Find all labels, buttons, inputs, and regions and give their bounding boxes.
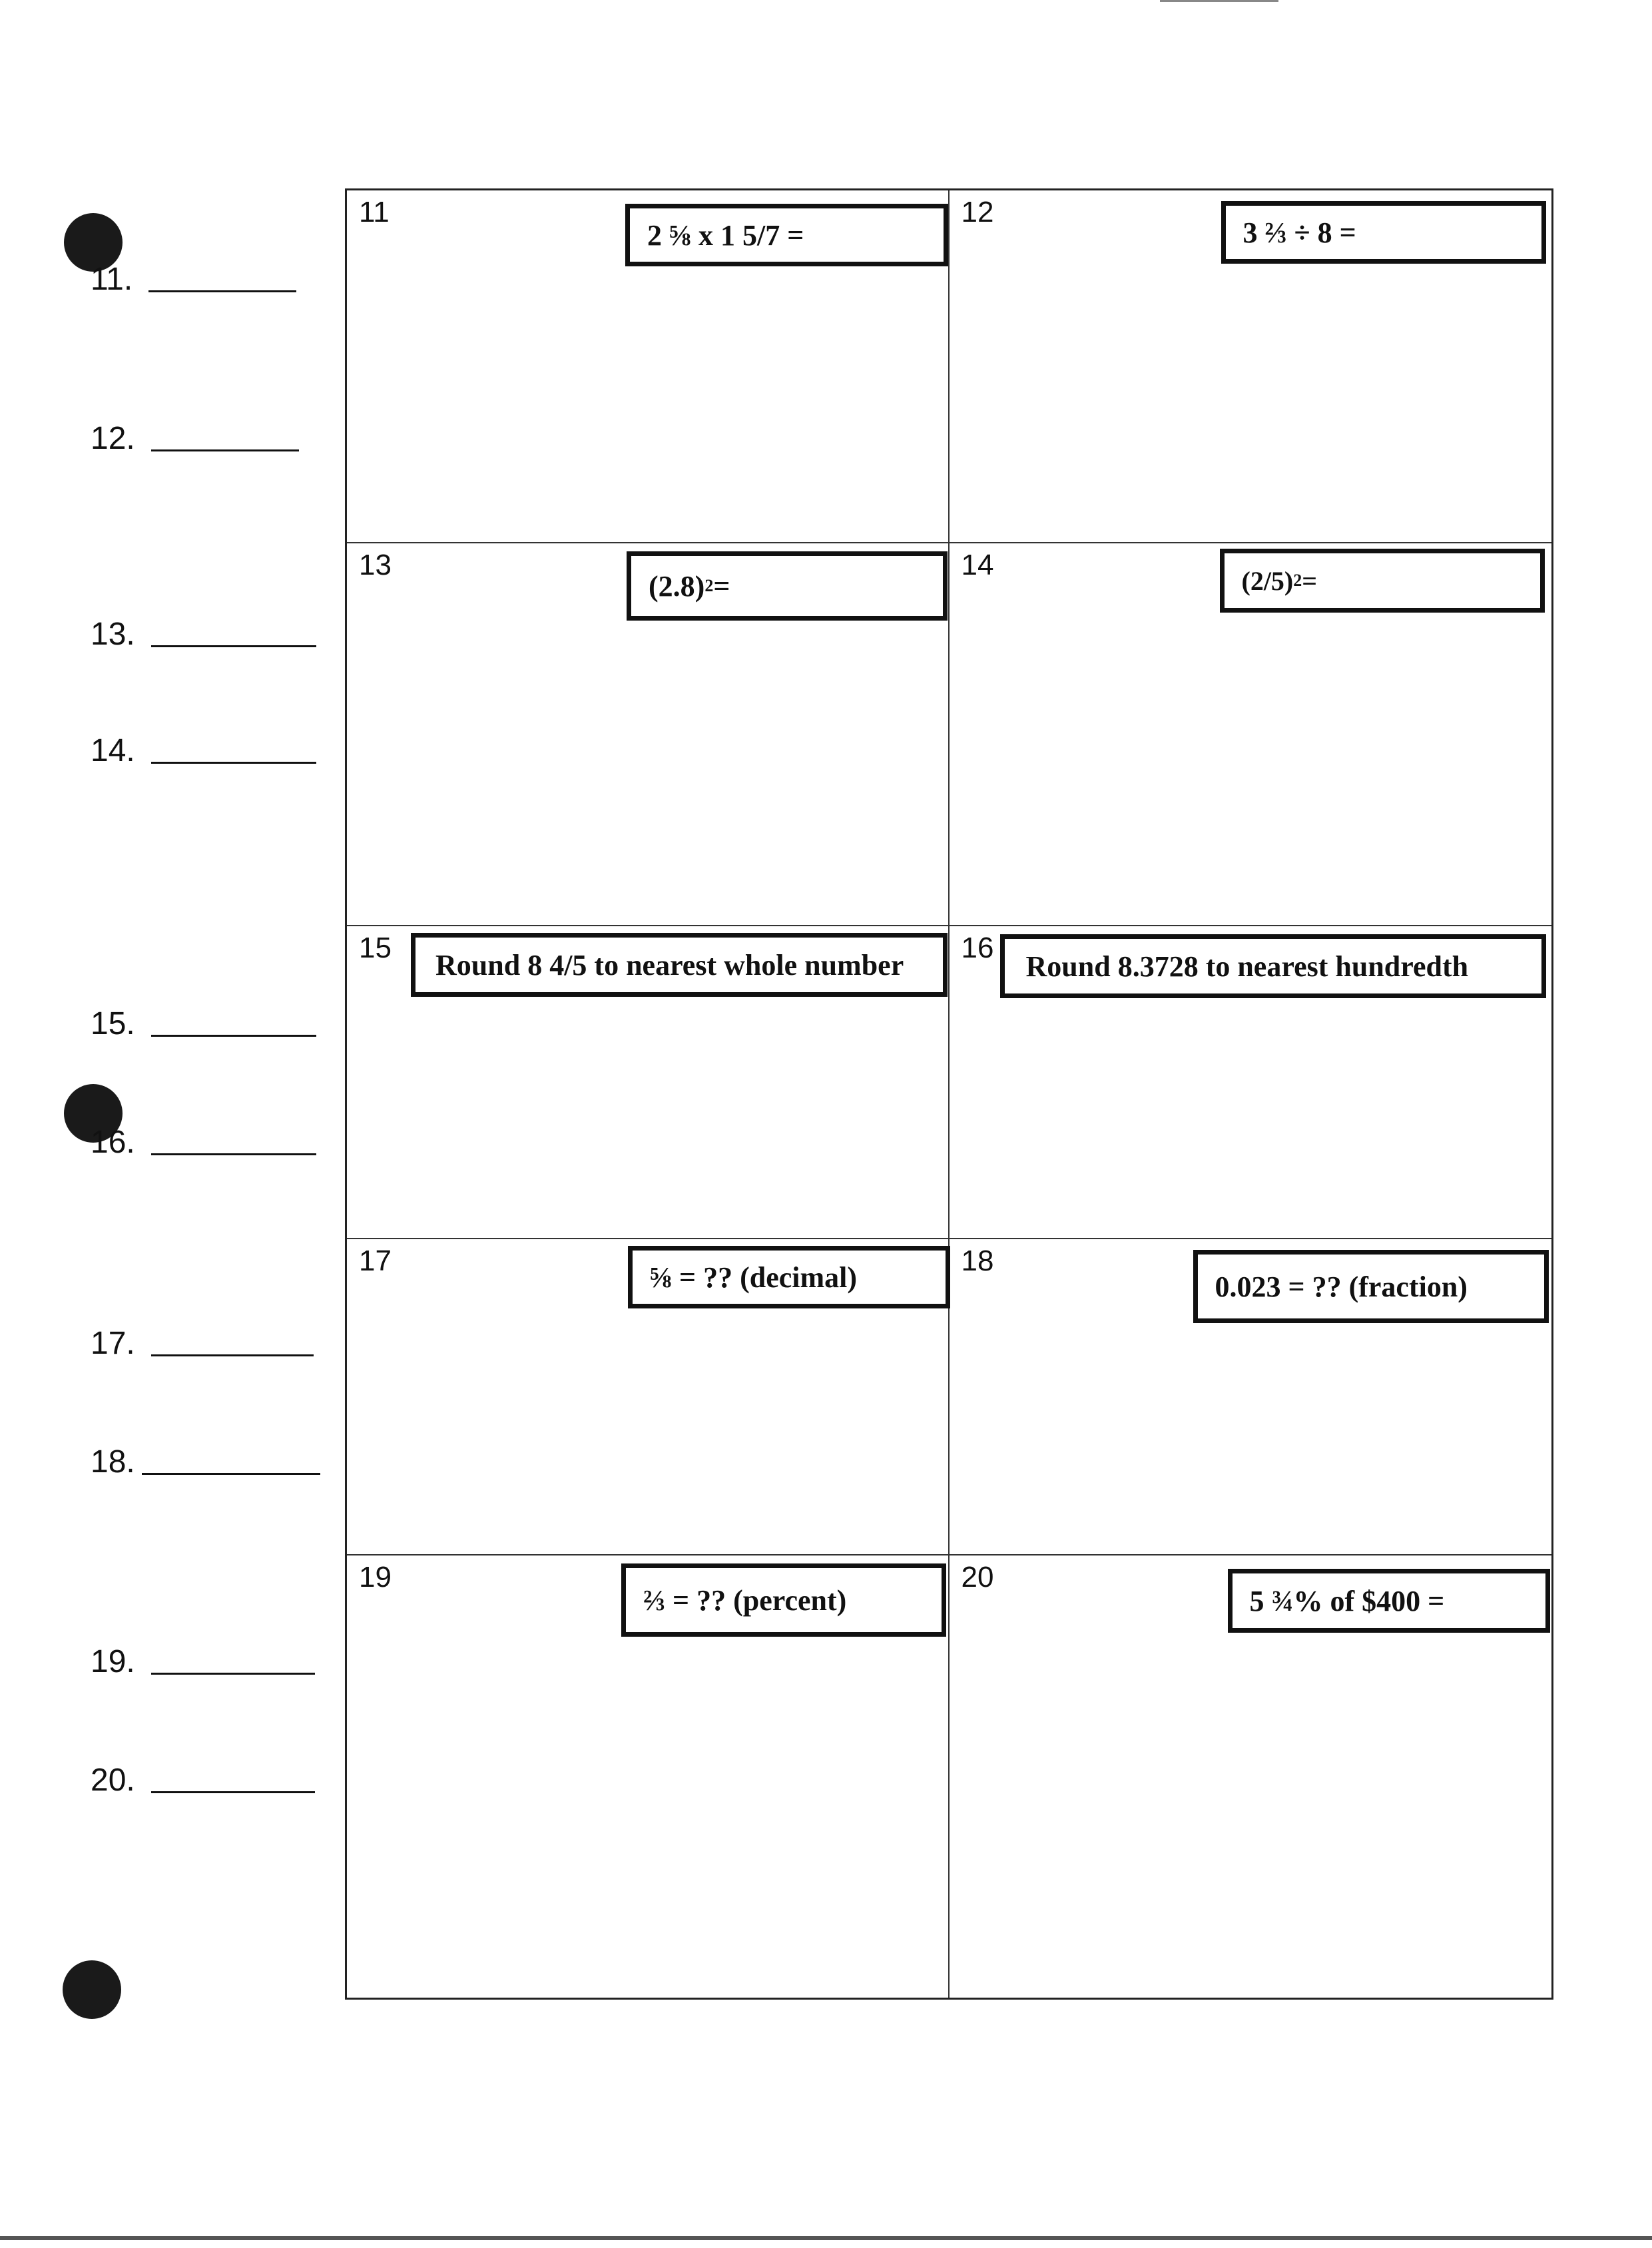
problem-box — [1220, 549, 1545, 613]
answer-label: 17. — [91, 1326, 135, 1361]
problem-text: ⅝ = ?? (decimal) — [650, 1261, 858, 1294]
answer-line-11 — [91, 261, 296, 298]
problem-cell-15 — [347, 926, 950, 1239]
problem-box — [1221, 201, 1546, 264]
answer-label: 18. — [91, 1444, 135, 1480]
answer-line-20 — [91, 1762, 315, 1799]
problem-cell-13 — [347, 543, 950, 926]
problem-cell-17 — [347, 1239, 950, 1555]
answer-label: 20. — [91, 1763, 135, 1798]
answer-blank[interactable] — [151, 1354, 314, 1356]
problem-text: Round 8 4/5 to nearest whole number — [435, 948, 904, 982]
problem-number: 15 — [359, 932, 392, 964]
problem-text: 2 ⅝ x 1 5/7 = — [647, 218, 804, 252]
answer-label: 14. — [91, 733, 135, 768]
problem-cell-19 — [347, 1555, 950, 1998]
answer-line-14 — [91, 732, 316, 769]
answer-blank[interactable] — [151, 1153, 316, 1155]
problem-text: ⅔ = ?? (percent) — [643, 1583, 847, 1617]
problem-tail: = — [1302, 565, 1318, 596]
answer-label: 16. — [91, 1125, 135, 1160]
problem-exponent: 2 — [1293, 571, 1302, 590]
problem-cell-12 — [950, 190, 1552, 543]
problem-number: 18 — [961, 1245, 994, 1277]
problem-box — [621, 1563, 946, 1637]
problem-box — [411, 933, 948, 997]
problem-cell-18 — [950, 1239, 1552, 1555]
answer-line-16 — [91, 1124, 316, 1161]
answer-label: 13. — [91, 617, 135, 652]
problem-number: 17 — [359, 1245, 392, 1277]
answer-label: 12. — [91, 421, 135, 456]
problem-number: 12 — [961, 196, 994, 228]
problem-base: (2/5) — [1241, 565, 1294, 596]
problem-box — [628, 1246, 950, 1308]
problem-cell-20 — [950, 1555, 1552, 1998]
problem-number: 19 — [359, 1561, 392, 1593]
answer-line-18 — [91, 1444, 320, 1480]
answer-blank[interactable] — [151, 449, 299, 451]
problem-box — [1193, 1250, 1549, 1323]
top-edge-mark — [1160, 0, 1278, 2]
problem-text: 3 ⅔ ÷ 8 = — [1242, 216, 1356, 249]
answer-label: 15. — [91, 1006, 135, 1041]
answer-line-19 — [91, 1643, 315, 1680]
answer-blank[interactable] — [151, 645, 316, 647]
answer-blank[interactable] — [151, 1035, 316, 1037]
answer-line-15 — [91, 1005, 316, 1042]
problem-exponent: 2 — [704, 576, 714, 595]
problem-number: 16 — [961, 932, 994, 964]
problem-base: (2.8) — [649, 569, 705, 603]
problem-text: 0.023 = ?? (fraction) — [1215, 1270, 1468, 1303]
problem-cell-14 — [950, 543, 1552, 926]
problem-number: 13 — [359, 549, 392, 581]
answer-blank[interactable] — [142, 1473, 320, 1475]
problem-cell-11 — [347, 190, 950, 543]
problem-number: 20 — [961, 1561, 994, 1593]
problem-box — [1000, 934, 1546, 998]
answer-label: 11. — [91, 262, 133, 297]
answer-line-13 — [91, 616, 316, 653]
page-bottom-edge — [0, 2236, 1652, 2240]
problem-number: 14 — [961, 549, 994, 581]
answer-blank[interactable] — [148, 290, 296, 292]
problem-text: 5 ¾% of $400 = — [1249, 1584, 1445, 1617]
problem-box — [625, 204, 948, 266]
problem-number: 11 — [359, 196, 390, 228]
answer-line-17 — [91, 1325, 314, 1362]
problem-grid — [345, 188, 1553, 2000]
problem-box — [1228, 1569, 1550, 1633]
problem-tail: = — [713, 569, 730, 603]
answer-label: 19. — [91, 1644, 135, 1679]
answer-blank[interactable] — [151, 1673, 315, 1675]
problem-box — [627, 551, 948, 621]
binder-hole — [63, 1960, 121, 2019]
problem-cell-16 — [950, 926, 1552, 1239]
answer-blank[interactable] — [151, 1791, 315, 1793]
answer-blank[interactable] — [151, 762, 316, 764]
problem-text: Round 8.3728 to nearest hundredth — [1025, 950, 1469, 983]
answer-line-12 — [91, 420, 299, 457]
